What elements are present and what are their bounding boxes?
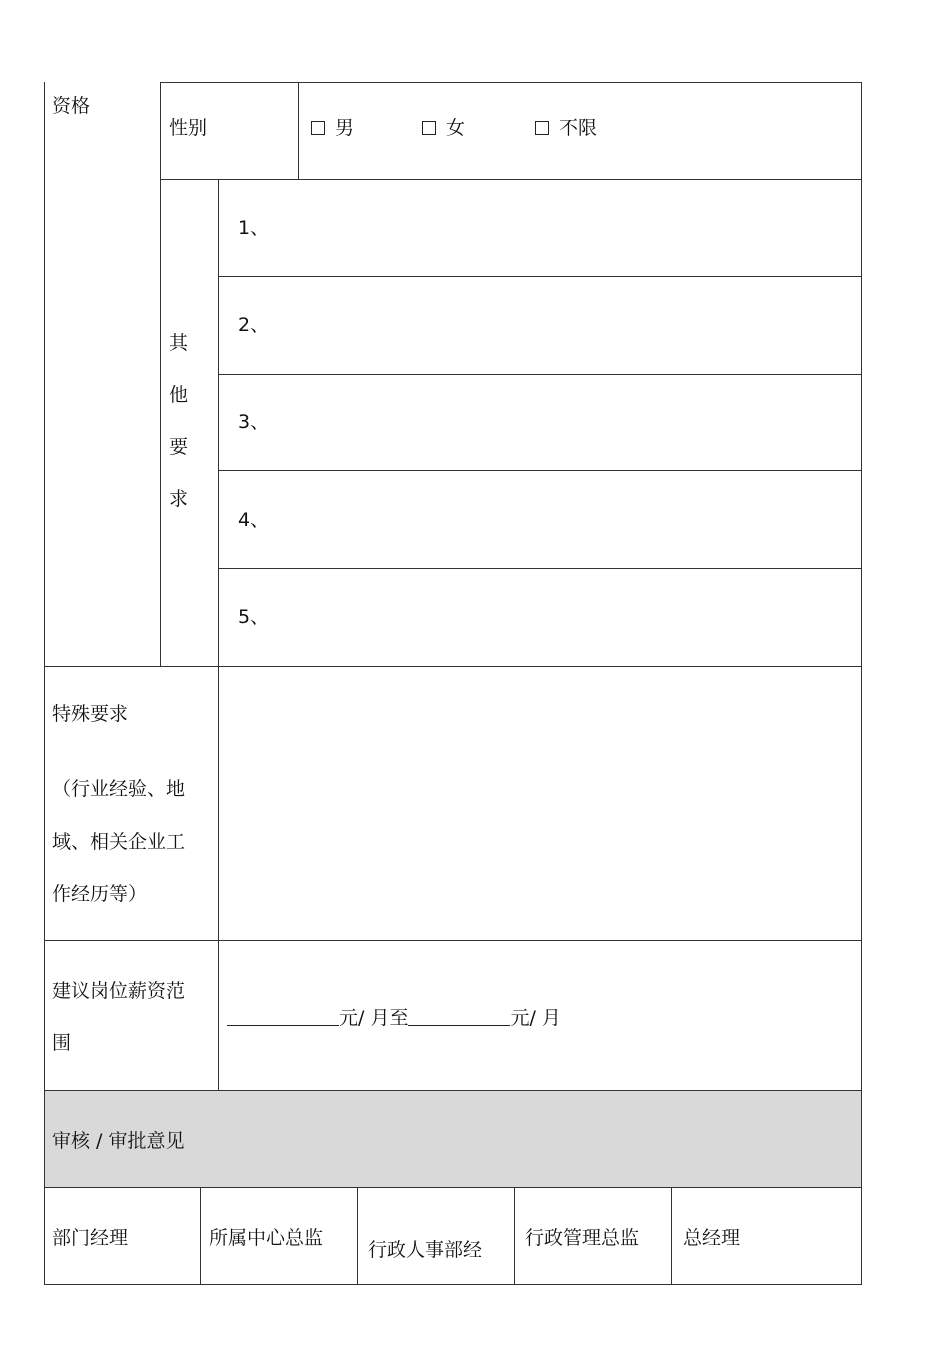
item-sep-1 [218,276,862,277]
requirement-item-5[interactable]: 5、 [238,606,270,628]
salary-label-2: 围 [52,1032,72,1054]
table-right-border [861,82,862,1285]
special-row-top [44,666,862,667]
approval-header-bottom [44,1187,862,1188]
gender-row-bottom [160,179,862,180]
gender-option-male[interactable]: 男 [311,117,354,140]
approval-div-1 [200,1187,201,1285]
gender-label: 性别 [169,117,208,139]
items-left-divider [218,179,219,941]
qualification-label: 资格 [52,95,91,117]
checkbox-icon[interactable] [422,121,436,135]
other-requirements-label: 其 他 要 求 [169,332,189,510]
approval-role-hr-manager: 行政人事部经 [368,1239,483,1261]
approval-role-general-manager: 总经理 [683,1227,741,1249]
salary-range: 元/ 月至 元/ 月 [227,1007,561,1030]
approval-header: 审核 / 审批意见 [52,1130,185,1152]
requirement-item-1[interactable]: 1、 [238,217,270,239]
qualification-inner-left [160,82,161,666]
special-label-1: 特殊要求 [52,703,129,725]
salary-divider [218,940,219,1090]
requirement-item-2[interactable]: 2、 [238,314,270,336]
approval-div-2 [357,1187,358,1285]
salary-max-blank[interactable] [408,1007,510,1026]
gender-row-top [160,82,862,83]
special-label-4: 作经历等） [52,883,148,905]
salary-min-blank[interactable] [227,1007,339,1026]
salary-row-top [44,940,862,941]
requirement-item-3[interactable]: 3、 [238,411,270,433]
checkbox-icon[interactable] [535,121,549,135]
salary-label-1: 建议岗位薪资范 [52,980,186,1002]
approval-header-top [44,1090,862,1091]
special-label-3: 域、相关企业工 [52,831,186,853]
item-sep-3 [218,470,862,471]
approval-div-3 [514,1187,515,1285]
gender-option-any[interactable]: 不限 [535,117,597,140]
item-sep-4 [218,568,862,569]
special-label-2: （行业经验、地 [52,778,186,800]
approval-role-dept-manager: 部门经理 [52,1227,129,1249]
approval-role-admin-director: 行政管理总监 [525,1227,640,1249]
approval-div-4 [671,1187,672,1285]
table-bottom [44,1284,862,1285]
gender-divider [298,82,299,180]
requirement-item-4[interactable]: 4、 [238,509,270,531]
gender-option-female[interactable]: 女 [422,117,465,140]
approval-role-center-director: 所属中心总监 [209,1227,324,1249]
item-sep-2 [218,374,862,375]
checkbox-icon[interactable] [311,121,325,135]
